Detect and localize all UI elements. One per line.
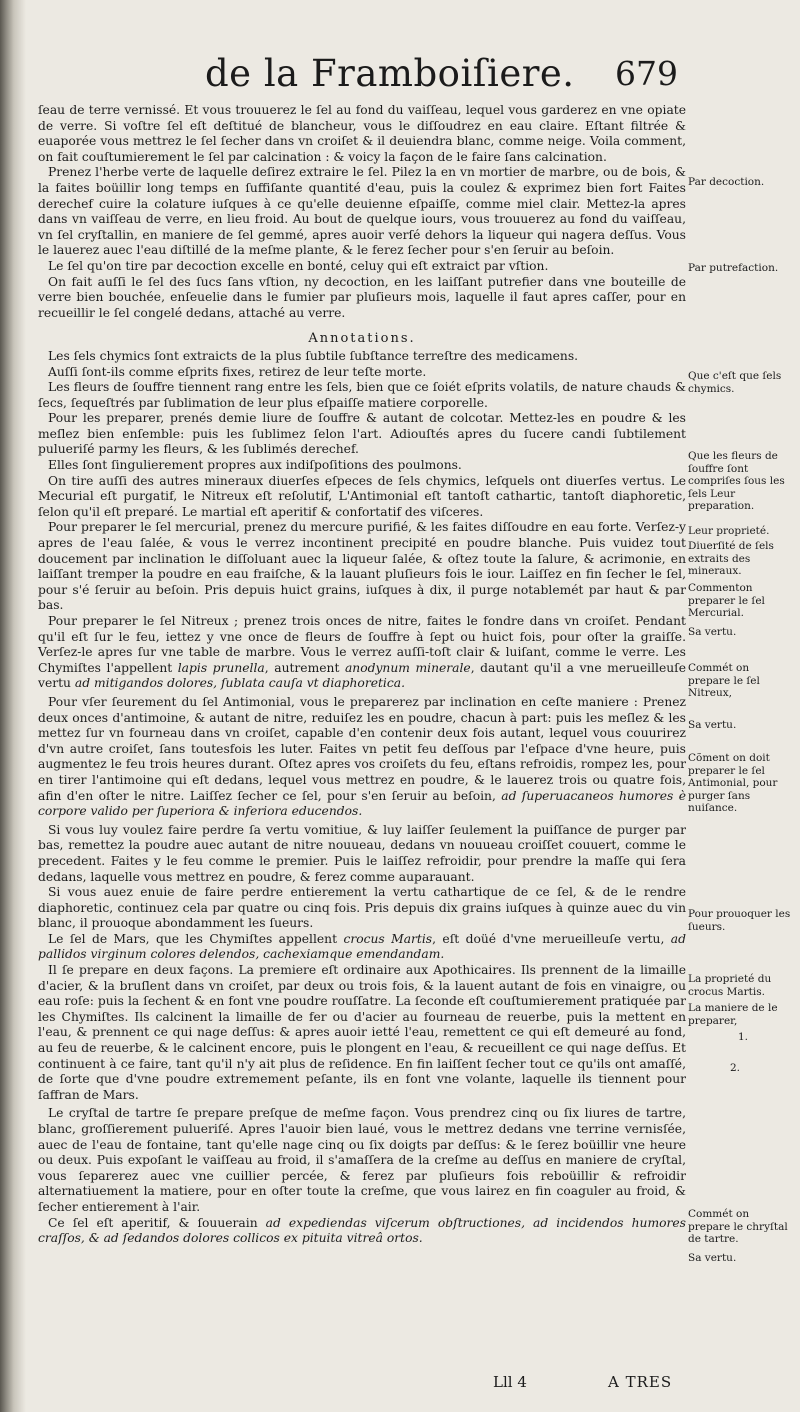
margin-note: La maniere de le preparer, [688, 1002, 778, 1027]
latin-phrase: anodynum minerale [344, 660, 471, 675]
paragraph: On tire auſſi des autres mineraux diuerſes eſpeces de ſels chymics, leſquels ont diuerſes vertus. Le Mecurial eſt purgatif, le Nitreux eſt reſolutif, L'Antimonial eſt tantoſt cathartic, tantoſt diaphoretic, ſelon qu'il eſt preparé. Le martial eſt aperitif & confortatif des viſceres. [38, 473, 686, 519]
margin-notes [688, 0, 794, 1412]
margin-note: Sa vertu. [688, 1252, 737, 1264]
binding-gutter [0, 0, 26, 1412]
margin-note: 2. [730, 1062, 741, 1074]
paragraph: Elles ſont ſingulierement propres aux indiſpoſitions des poulmons. [48, 458, 462, 473]
paragraph-mars [38, 932, 686, 963]
latin-phrase: ad mitigandos dolores, ſublata cauſa vt diaphoretica. [74, 676, 405, 691]
margin-note: Pour prouoquer les ſueurs. [688, 908, 791, 933]
paragraph: Il ſe prepare en deux façons. La premiere eſt ordinaire aux Apothicaires. Ils prennent de la limaille d'acier, & la bruſlent dans vn croiſet, par deux ou trois fois, & la lauent autant de fois en vinaigre, ou eau roſe: puis la ſechent & en font vne poudre rouſſatre. La ſeconde eſt couſtumierement pratiquée par les Chymiſtes. Ils calcinent la limaille de fer ou d'acier au fourneau de reuerbe, puis la mettent en l'eau, & prennent ce qui nage deſſus: & apres auoir ietté l'eau, remettent ce qui eſt demeuré au fond, au feu de reuerbe, & le calcinent encore, puis le plongent en l'eau, & recueillent ce qui nage deſſus. Et continuent à ce faire, tant qu'il n'y ait plus de reſidence. En fin laiſſent ſecher tout ce qu'ils ont amaſſé, de ſorte que d'vne poudre extremement peſante, ils en font vne volante, laquelle ils tiennent pour ſaffran de Mars. [38, 963, 686, 1102]
paragraph-text: Ce ſel eſt aperitif, & ſouuerain [48, 1215, 258, 1230]
latin-phrase: ad expediendas viſcerum obſtructiones, ad incidendos humores craſſos, & ad ſedandos dolores collicos ex pituita vitreâ ortos. [38, 1215, 686, 1246]
paragraph-antimony [38, 695, 686, 820]
paragraph: Le cryſtal de tartre ſe prepare preſque de meſme façon. Vous prendrez cinq ou ſix liures de tartre, blanc, groſſierement pulueriſé. Apres l'auoir bien laué, vous le mettrez dedans vne terrine vernisſée, auec de l'eau de fontaine, tant qu'elle nage cinq ou ſix doigts par deſſus: & le ſerez boüillir vne heure ou deux. Puis expoſant le vaiſſeau au froid, il s'amaſſera de la creſme au deſſus en maniere de cryſtal, vous ſeparerez auec vne cuillier percée, & ferez par pluſieurs fois reboüillir & refroidir alternatiuement la matiere, pour en oſter toute la creſme, que vous lairez en fin coaguler au froid, & ſecher entierement à l'air. [38, 1106, 686, 1214]
margin-note: Diuerſité de ſels extraits des mineraux. [688, 540, 774, 577]
margin-note: Commét on prepare le ſel Nitreux, [688, 662, 760, 699]
margin-note: Leur proprieté. [688, 525, 770, 537]
paragraph-text: Pour preparer le ſel Nitreux ; prenez trois onces de nitre, faites le fondre dans vn croiſet. Pendant qu'il eſt ſur le feu, iettez y vne once de fleurs de ſouffre à ſept ou huict fois, pour oſter la graiſſe. Verſez-le apres ſur vne table de marbre. Vous le verrez auſſi-toſt clair & luiſant, comme le verre. Les Chymiſtes l'appellent [38, 614, 686, 675]
margin-note: Commenton preparer le ſel Mercurial. [688, 582, 765, 619]
latin-phrase: ad pallidos virginum colores delendos, cachexiamque emendandam. [38, 931, 686, 962]
paragraph-tartar [38, 1216, 686, 1247]
page-footer [0, 1373, 800, 1397]
margin-note: Que les fleurs de ſouffre ſont compriſes ſous les ſels Leur preparation. [688, 450, 785, 512]
margin-note: Commét on prepare le chryſtal de tartre. [688, 1208, 788, 1245]
paragraph: Les fleurs de ſouffre tiennent rang entre les ſels, bien que ce ſoiét eſprits volatils, de nature chauds & ſecs, ſequeſtrés par ſublimation de leur plus eſpaiſſe matiere corporelle. [38, 380, 686, 410]
running-title: de la Framboiſiere. [205, 52, 575, 95]
paragraph: Pour preparer le ſel mercurial, prenez du mercure purifié, & les faites diſſoudre en eau forte. Verſez-y apres de l'eau ſalée, & vous le verrez incontinent precipité en poudre blanche. Puis vuidez tout doucement par inclination le diſſoluant auec la liqueur ſalée, & oſtez toute la ſalure, & acrimonie, en laiſſant tremper la poudre en eau fraiſche, & la lauant pluſieurs fois le iour. Laiſſez en fin ſecher le ſel, pour s'é ſeruir au beſoin. Pris depuis huict grains, iuſques à dix, il purge notablemét par haut & par bas. [38, 520, 686, 613]
latin-phrase: lapis prunella [177, 660, 265, 675]
paragraph: Le ſel qu'on tire par decoction excelle en bonté, celuy qui eſt extraict par vſtion. [48, 258, 549, 273]
paragraph: On fait auſſi le ſel des ſucs ſans vſtion, ny decoction, en les laiſſant putrefier dans vne bouteille de verre bien bouchée, enſeuelie dans le fumier par pluſieurs mois, laquelle il faut apres caſſer, pour en recueillir le ſel congelé dedans, attaché au verre. [38, 274, 686, 320]
margin-note: Par putrefaction. [688, 262, 779, 274]
paragraph-text: , eſt doüé d'vne merueilleuſe vertu, [432, 931, 665, 946]
paragraph-text: Le ſel de Mars, que les Chymiſtes appellent [48, 931, 338, 946]
latin-phrase: crocus Martis [343, 931, 433, 946]
paragraph: Pour les preparer, prenés demie liure de ſouffre & autant de colcotar. Mettez-les en poudre & les meſlez bien enſemble: puis les ſublimez ſelon l'art. Adiouſtés apres du ſucere candi ſubtilement pulueriſé parmy les fleurs, & les ſublimés derechef. [38, 411, 686, 457]
annotations-heading: Annotations. [308, 331, 416, 347]
paragraph: Auſſi ſont-ils comme eſprits fixes, retirez de leur teſte morte. [48, 364, 427, 379]
paragraph-nitre [38, 614, 686, 692]
margin-note: Que c'eſt que ſels chymics. [688, 370, 782, 395]
paragraph: ſeau de terre vernissé. Et vous trouuerez le ſel au fond du vaiſſeau, lequel vous garderez en vne opiate de verre. Si voſtre ſel eſt deſtitué de blancheur, vous le diſſoudrez en eau claire. Eſtant filtrée & euaporée vous mettrez le ſel ſecher dans vn croiſet & il deuiendra blanc, comme neige. Voila comment, on fait couſtumierement le ſel par calcination : & voicy la façon de le faire ſans calcination. [38, 103, 686, 164]
paragraph-text: Pour vſer ſeurement du ſel Antimonial, vous le preparerez par inclination en ceſte maniere : Prenez deux onces d'antimoine, & autant de nitre, reduiſez les en poudre, chacun à part: puis les meſlez & les mettez ſur vn fourneau dans vn croiſet, capable d'en contenir deux fois autant, lequel vous couurirez d'vn autre croiſet, ſans toutesfois les luter. Faites vn petit feu deſſous par l'eſpace d'vne heure, puis augmentez le feu trois heures durant. Oſtez apres vos croiſets du feu, eſtans refroidis, rompez les, pour en tirer l'antimoine qui eſt dedans, lequel vous mettrez en poudre, & le lauerez trois ou quatre fois, afin d'en oſter le nitre. Laiſſez ſecher ce ſel, pour s'en ſeruir au beſoin, [38, 694, 686, 803]
paragraph-text: , autrement [264, 660, 340, 675]
catchword: A TRES [608, 1373, 673, 1391]
page-number: 679 [615, 54, 678, 93]
margin-note: Cõment on doit preparer le ſel Antimonial, pour purger ſans nuiſance. [688, 752, 778, 814]
margin-note: Par decoction. [688, 176, 765, 188]
paragraph: Prenez l'herbe verte de laquelle deſirez extraire le ſel. Pilez la en vn mortier de marbre, ou de bois, & la faites boüillir long temps en ſuffiſante quantité d'eau, puis la coulez & exprimez bien fort Faites derechef cuire la colature iuſques à ce qu'elle deuienne eſpaiſſe, comme miel clair. Mettez-la apres dans vn vaiſſeau de verre, en lieu froid. Au bout de quelque iours, vous trouuerez au fond du vaiſſeau, vn ſel cryſtallin, en maniere de ſel gemmé, apres auoir verſé dehors la liqueur qui nagera deſſus. Vous le lauerez auec l'eau diſtillé de la meſme plante, & le ferez ſecher pour s'en ſeruir au beſoin. [38, 165, 686, 258]
page-header [0, 52, 800, 102]
main-text [38, 103, 686, 1247]
latin-phrase: ad ſuperuacaneos humores è corpore valido per ſuperiora & inferiora educendos. [38, 788, 686, 819]
signature-mark: Lll 4 [493, 1373, 527, 1391]
paragraph: Les ſels chymics ſont extraicts de la plus ſubtile ſubſtance terreſtre des medicamens. [48, 348, 579, 363]
margin-note: Sa vertu. [688, 626, 737, 638]
paragraph-text: , dautant qu'il a vne merueilleuſe vertu [38, 660, 687, 691]
paragraph: Si vous luy voulez faire perdre ſa vertu vomitiue, & luy laiſſer ſeulement la puiſſance de purger par bas, remettez la poudre auec autant de nitre nouueau, dedans vn nouueau croiſſet couuert, comme le precedent. Faites y le feu comme le premier. Puis le laiſſez refroidir, pour prendre la maſſe qui ſera dedans, laquelle vous mettrez en poudre, & ferez comme auparauant. [38, 822, 686, 884]
margin-note: Sa vertu. [688, 719, 737, 731]
margin-note: La proprieté du crocus Martis. [688, 973, 772, 998]
paragraph: Si vous auez enuie de faire perdre entierement la vertu cathartique de ce ſel, & de le rendre diaphoretic, continuez cela par quatre ou cinq fois. Pris depuis dix grains iuſques à quinze auec du vin blanc, il prouoque abondamment les ſueurs. [38, 885, 686, 931]
margin-note: 1. [738, 1031, 749, 1043]
